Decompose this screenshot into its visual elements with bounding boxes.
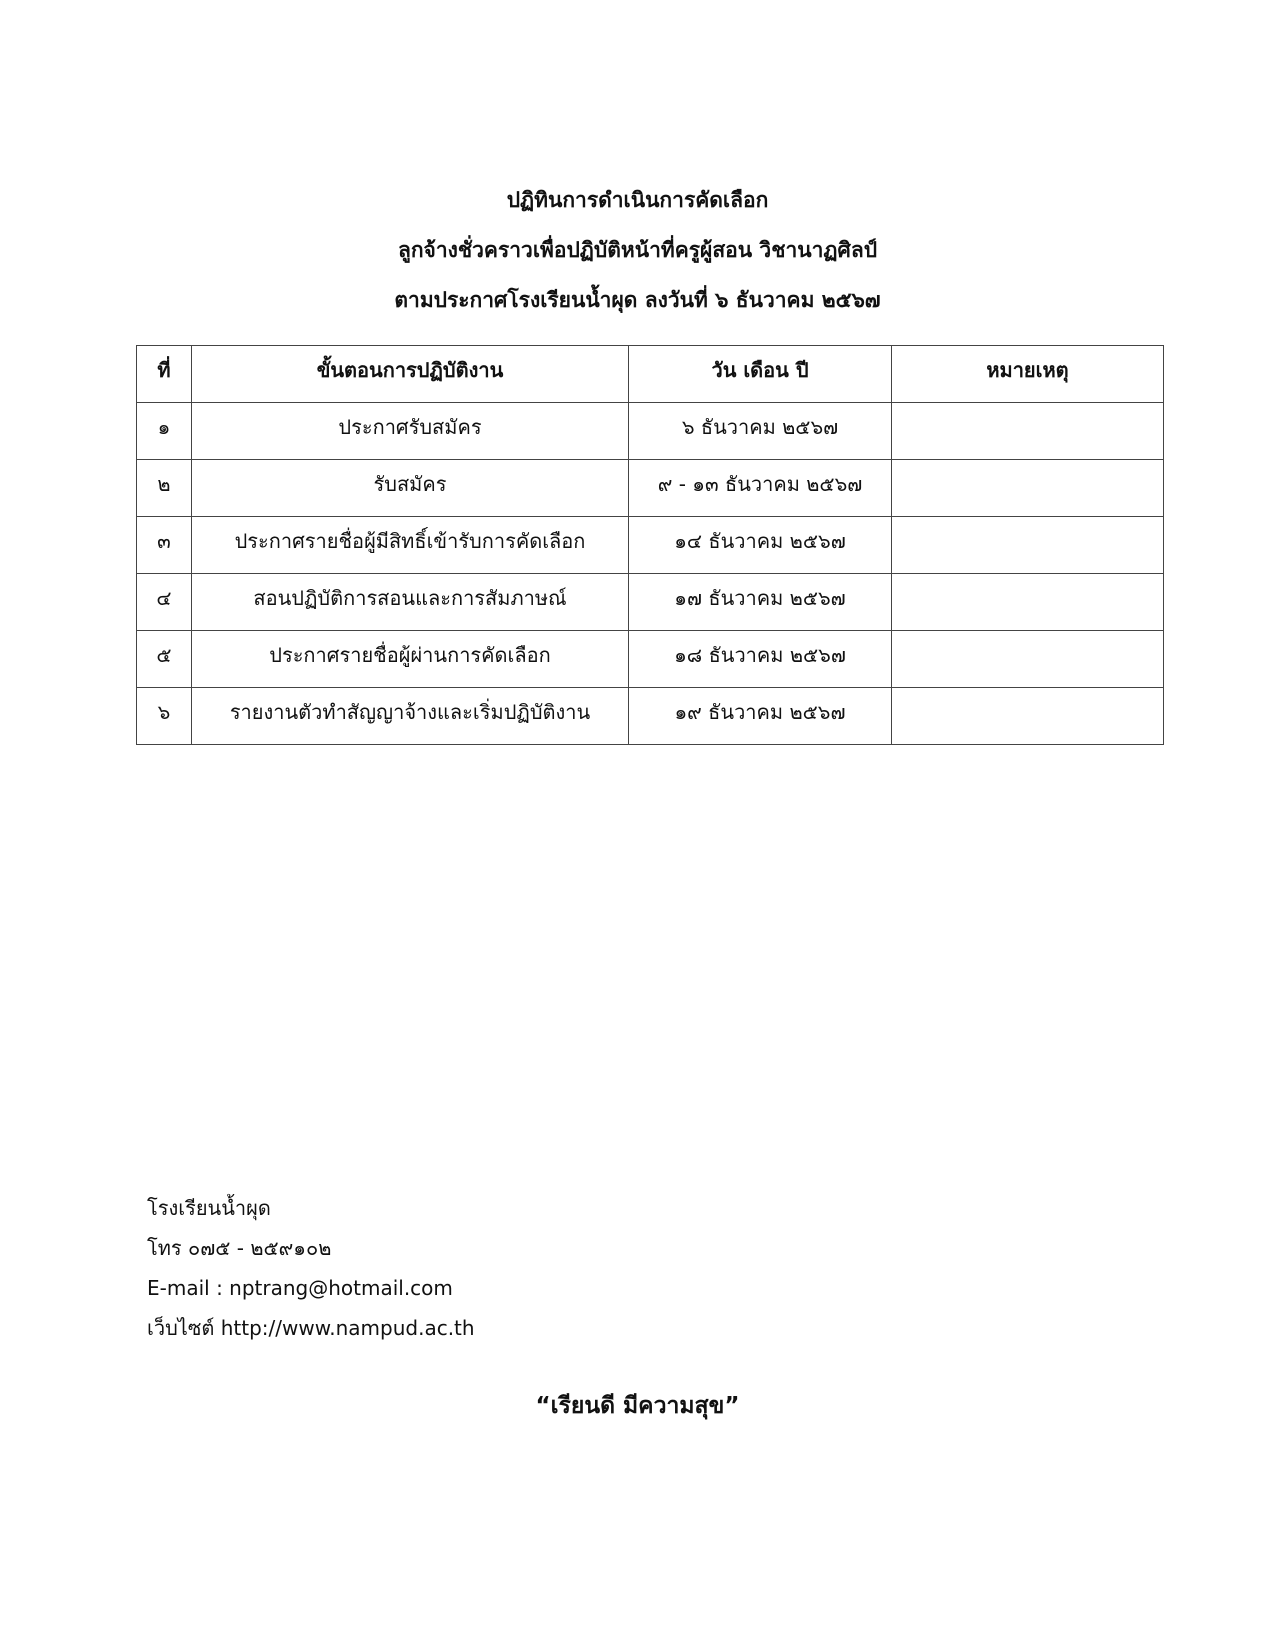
row-date: ๖ ธันวาคม ๒๕๖๗ <box>629 403 892 460</box>
row-no: ๖ <box>137 688 192 745</box>
header-step: ขั้นตอนการปฏิบัติงาน <box>192 346 629 403</box>
row-date: ๑๗ ธันวาคม ๒๕๖๗ <box>629 574 892 631</box>
title-line-2: ลูกจ้างชั่วคราวเพื่อปฏิบัติหน้าที่ครูผู้สอน วิชานาฏศิลป์ <box>397 238 878 262</box>
row-step: ประกาศรายชื่อผู้มีสิทธิ์เข้ารับการคัดเลือก <box>192 517 629 574</box>
row-no: ๔ <box>137 574 192 631</box>
header-no: ที่ <box>137 346 192 403</box>
row-note <box>892 517 1164 574</box>
table-row <box>137 517 1164 574</box>
row-no: ๒ <box>137 460 192 517</box>
table-header-row <box>137 346 1164 403</box>
row-step: รายงานตัวทำสัญญาจ้างและเริ่มปฏิบัติงาน <box>192 688 629 745</box>
phone-number: โทร ๐๗๕ - ๒๕๙๑๐๒ <box>147 1236 332 1260</box>
title-line-1: ปฏิทินการดำเนินการคัดเลือก <box>506 188 769 212</box>
row-note <box>892 574 1164 631</box>
document-title <box>0 175 1275 325</box>
website-link: เว็บไซต์ http://www.nampud.ac.th <box>147 1316 475 1340</box>
row-date: ๑๘ ธันวาคม ๒๕๖๗ <box>629 631 892 688</box>
row-step: รับสมัคร <box>192 460 629 517</box>
email-address: E-mail : nptrang@hotmail.com <box>147 1276 453 1300</box>
table-row <box>137 574 1164 631</box>
schedule-table <box>136 345 1164 745</box>
row-step: ประกาศรายชื่อผู้ผ่านการคัดเลือก <box>192 631 629 688</box>
row-note <box>892 688 1164 745</box>
table-row <box>137 688 1164 745</box>
table-row <box>137 460 1164 517</box>
row-no: ๓ <box>137 517 192 574</box>
row-note <box>892 460 1164 517</box>
title-line-3: ตามประกาศโรงเรียนน้ำผุด ลงวันที่ ๖ ธันวาคม ๒๕๖๗ <box>394 288 881 312</box>
school-name: โรงเรียนน้ำผุด <box>147 1196 271 1220</box>
contact-block <box>147 1188 475 1348</box>
table-row <box>137 403 1164 460</box>
header-date: วัน เดือน ปี <box>629 346 892 403</box>
row-note <box>892 403 1164 460</box>
row-step: ประกาศรับสมัคร <box>192 403 629 460</box>
table-row <box>137 631 1164 688</box>
row-date: ๙ - ๑๓ ธันวาคม ๒๕๖๗ <box>629 460 892 517</box>
row-no: ๑ <box>137 403 192 460</box>
school-motto: “เรียนดี มีความสุข” <box>535 1393 740 1419</box>
row-date: ๑๔ ธันวาคม ๒๕๖๗ <box>629 517 892 574</box>
row-date: ๑๙ ธันวาคม ๒๕๖๗ <box>629 688 892 745</box>
row-no: ๕ <box>137 631 192 688</box>
row-step: สอนปฏิบัติการสอนและการสัมภาษณ์ <box>192 574 629 631</box>
header-note: หมายเหตุ <box>892 346 1164 403</box>
row-note <box>892 631 1164 688</box>
